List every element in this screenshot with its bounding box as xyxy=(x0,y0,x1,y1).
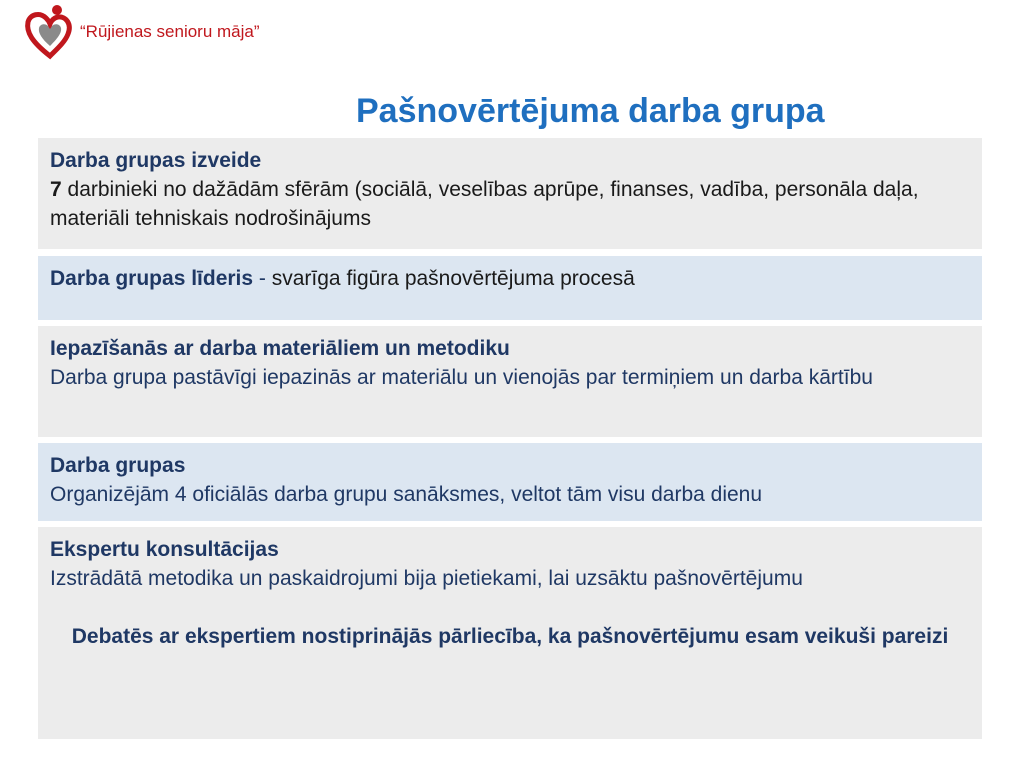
section-group-leader xyxy=(38,256,982,320)
section-body: Izstrādātā metodika un paskaidrojumi bija pietiekami, lai uzsāktu pašnovērtējumu xyxy=(50,567,803,590)
section-body-text: darbinieki no dažādām sfērām (sociālā, veselības aprūpe, finanses, vadība, personāla daļa, materiāli tehniskais nodrošinājums xyxy=(50,178,919,230)
section-body: Darba grupa pastāvīgi iepazinās ar materiālu un vienojās par termiņiem un darba kārtību xyxy=(50,366,873,389)
section-body: Organizējām 4 oficiālās darba grupu sanāksmes, veltot tām visu darba dienu xyxy=(50,483,763,506)
page-title: Pašnovērtējuma darba grupa xyxy=(356,92,825,130)
section-heading: Darba grupas xyxy=(50,454,186,477)
section-body xyxy=(50,175,970,233)
section-heading: Iepazīšanās ar darba materiāliem un metodiku xyxy=(50,337,510,360)
separator: - xyxy=(253,267,272,290)
section-heading: Darba grupas izveide xyxy=(50,149,262,172)
logo xyxy=(22,2,322,60)
section-heading: Ekspertu konsultācijas xyxy=(50,538,279,561)
section-heading: Darba grupas līderis xyxy=(50,267,254,290)
logo-text: “Rūjienas senioru māja” xyxy=(80,22,260,41)
heart-logo-icon xyxy=(22,2,78,60)
member-count: 7 xyxy=(50,178,62,201)
section-work-groups xyxy=(38,443,982,521)
section-familiarization xyxy=(38,326,982,437)
section-expert-consultations xyxy=(38,527,982,739)
section-work-group-formation xyxy=(38,138,982,249)
conclusion-text: Debatēs ar ekspertiem nostiprinājās pārliecība, ka pašnovērtējumu esam veikuši pareizi xyxy=(71,625,949,648)
section-body: svarīga figūra pašnovērtējuma procesā xyxy=(271,267,635,290)
